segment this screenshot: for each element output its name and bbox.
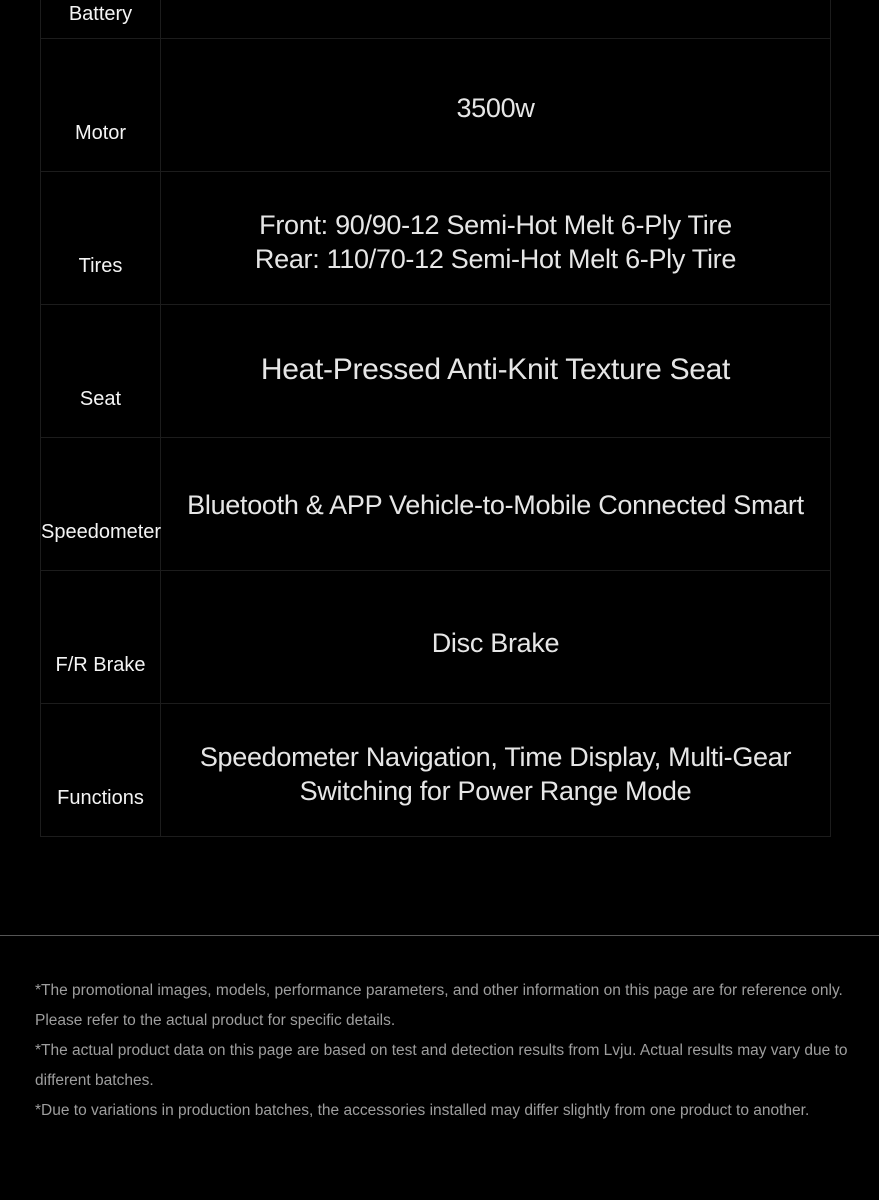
motor-value: 3500w xyxy=(456,93,535,123)
disclaimer-note-2: *The actual product data on this page are based on test and detection results from Lvju. Actual results may vary due to different batches. xyxy=(35,1042,848,1089)
spec-label-cell xyxy=(41,704,161,837)
seat-label: Seat xyxy=(79,388,122,410)
spec-label-cell xyxy=(41,571,161,704)
functions-label: Functions xyxy=(57,787,144,809)
disclaimer-note-3: *Due to variations in production batches, the accessories installed may differ slightly from one product to another. xyxy=(35,1102,810,1119)
spec-row-seat xyxy=(41,305,831,438)
disclaimer-note-1: *The promotional images, models, performance parameters, and other information on this page are for reference only. Please refer to the actual product for specific details. xyxy=(35,982,843,1029)
functions-line-1: Speedometer Navigation, Time Display, Multi-Gear xyxy=(199,742,792,772)
spec-label-cell xyxy=(41,39,161,172)
seat-value: Heat-Pressed Anti-Knit Texture Seat xyxy=(260,353,731,386)
battery-label: Battery xyxy=(68,3,133,25)
motor-label: Motor xyxy=(74,122,127,144)
spec-value-cell xyxy=(161,704,831,837)
brake-value: Disc Brake xyxy=(431,628,560,658)
tires-label: Tires xyxy=(78,255,123,277)
spec-value-cell xyxy=(161,438,831,571)
spec-label-cell xyxy=(41,172,161,305)
spec-value-cell xyxy=(161,305,831,438)
disclaimer-notes xyxy=(35,976,865,1126)
spec-row-speedometer xyxy=(41,438,831,571)
spec-value-cell xyxy=(161,0,831,39)
tires-value xyxy=(161,208,830,276)
spec-table xyxy=(40,0,831,837)
functions-line-2: Switching for Power Range Mode xyxy=(299,776,692,806)
spec-row-motor xyxy=(41,39,831,172)
spec-label-cell xyxy=(41,305,161,438)
tires-rear: Rear: 110/70-12 Semi-Hot Melt 6-Ply Tire xyxy=(254,244,737,274)
spec-value-cell xyxy=(161,172,831,305)
spec-value-cell xyxy=(161,39,831,172)
brake-label: F/R Brake xyxy=(55,654,146,676)
spec-value-cell xyxy=(161,571,831,704)
speedometer-value: Bluetooth & APP Vehicle-to-Mobile Connected Smart xyxy=(187,490,804,520)
spec-row-battery xyxy=(41,0,831,39)
functions-value xyxy=(161,740,830,808)
footer-divider xyxy=(0,935,879,936)
tires-front: Front: 90/90-12 Semi-Hot Melt 6-Ply Tire xyxy=(259,210,732,240)
spec-label-cell xyxy=(41,438,161,571)
spec-row-functions xyxy=(41,704,831,837)
spec-label-cell xyxy=(41,0,161,39)
spec-row-brake xyxy=(41,571,831,704)
speedometer-label: Speedometer xyxy=(41,521,162,543)
spec-row-tires xyxy=(41,172,831,305)
